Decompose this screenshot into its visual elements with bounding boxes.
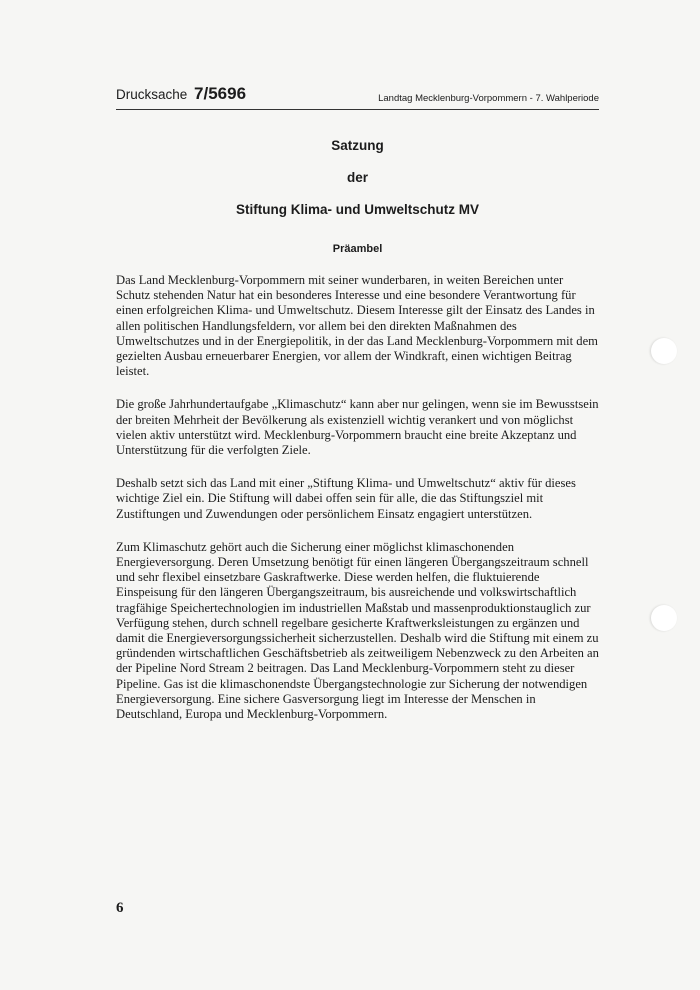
title-line-1: Satzung xyxy=(331,138,384,153)
parliament-label: Landtag Mecklenburg-Vorpommern - 7. Wahlperiode xyxy=(378,93,599,104)
punch-hole-top xyxy=(651,338,677,364)
header-rule xyxy=(116,109,599,110)
page-number: 6 xyxy=(116,900,124,916)
punch-hole-bottom xyxy=(651,605,677,631)
paragraph-1: Das Land Mecklenburg-Vorpommern mit seiner wunderbaren, in weiten Bereichen unter Schutz stehenden Natur hat ein besonderes Interesse und eine besondere Verantwortung für einen erfolgreichen Klima- und Umweltschutz. Diesem Interesse gilt der Einsatz des Landes in allen politischen Handlungsfeldern, vor allem bei den direkten Maßnahmen des Umweltschutzes und in der Energiepolitik, in der das Land Mecklenburg-Vorpommern mit dem gezielten Ausbau erneuerbarer Energien, vor allem der Windkraft, einen wichtigen Beitrag leistet. xyxy=(116,273,598,379)
drucksache-number: 7/5696 xyxy=(194,84,247,103)
section-heading: Präambel xyxy=(332,243,383,255)
page-header xyxy=(116,84,599,110)
paragraph-4: Zum Klimaschutz gehört auch die Sicherung einer möglichst klimaschonenden Energieversorgung. Deren Umsetzung benötigt für einen längeren Übergangszeitraum schnell und sehr flexibel einsetzbare Gaskraftwerke. Diese werden helfen, die fluktuierende Einspeisung für den längeren Übergangszeitraum, bis ausreichende und volkswirtschaftlich tragfähige Speichertechnologien im industriellen Maßstab und massenproduktionstauglich zur Verfügung stehen, durch schnell regelbare gesicherte Kraftwerksleistungen zu ergänzen und damit die Energieversorgungssicherheit sicherzustellen. Deshalb wird die Stiftung mit einem zu gründenden wirtschaftlichen Geschäftsbetrieb als zeitweiligem Nebenzweck zu den Arbeiten an der Pipeline Nord Stream 2 beitragen. Das Land Mecklenburg-Vorpommern steht zu dieser Pipeline. Gas ist die klimaschonendste Übergangstechnologie zur Sicherung der notwendigen Energieversorgung. Eine sichere Gasversorgung liegt im Interesse der Menschen in Deutschland, Europa und Mecklenburg-Vorpommern. xyxy=(116,539,599,722)
paragraph-3: Deshalb setzt sich das Land mit einer „Stiftung Klima- und Umweltschutz“ aktiv für dieses wichtige Ziel ein. Die Stiftung will dabei offen sein für alle, die das Stiftungsziel mit Zustiftungen und Zuwendungen oder persönlichem Einsatz engagiert unterstützen. xyxy=(116,476,576,521)
paragraph-2: Die große Jahrhundertaufgabe „Klimaschutz“ kann aber nur gelingen, wenn sie im Bewusstsein der breiten Mehrheit der Bevölkerung als existenziell wichtig verankert und von möglichst vielen aktiv unterstützt wird. Mecklenburg-Vorpommern braucht eine breite Akzeptanz und Unterstützung für die verfolgten Ziele. xyxy=(116,397,599,458)
title-line-2: der xyxy=(346,170,368,185)
drucksache-label: Drucksache xyxy=(116,87,188,102)
title-line-3: Stiftung Klima- und Umweltschutz MV xyxy=(236,202,479,217)
document-body xyxy=(116,273,599,740)
drucksache-reference xyxy=(116,84,246,104)
